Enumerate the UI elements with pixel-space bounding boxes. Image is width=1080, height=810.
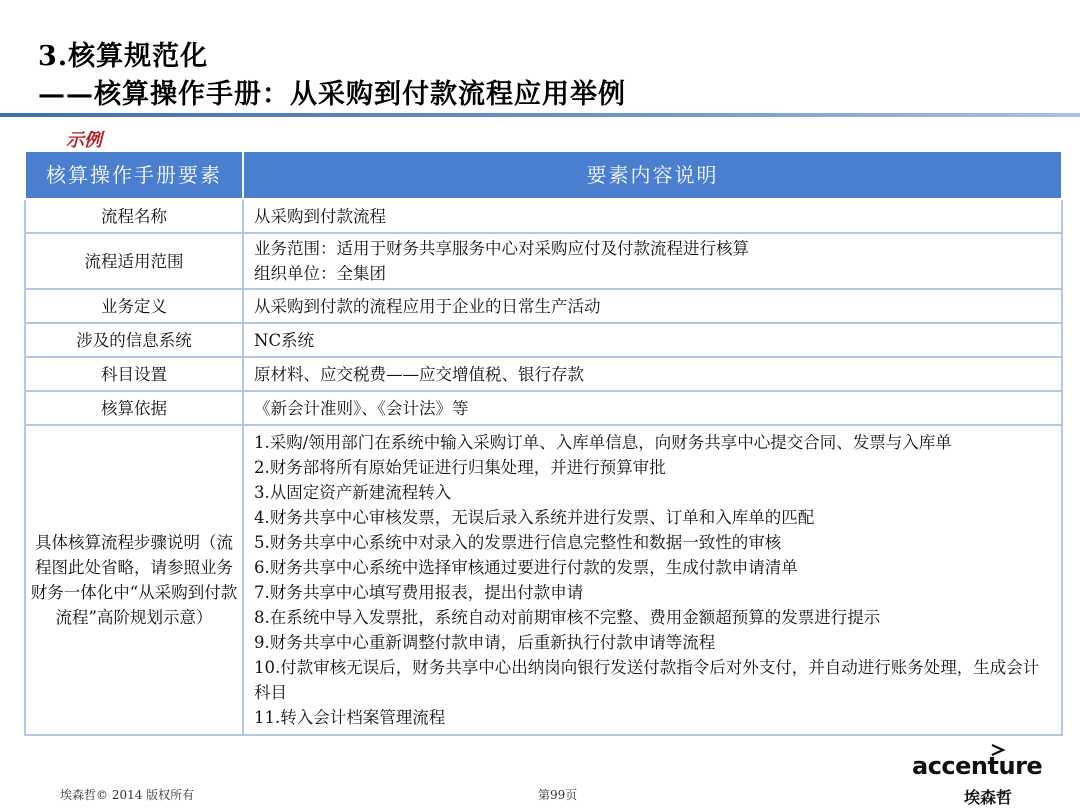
row-value: 从采购到付款流程 (243, 199, 1062, 233)
row-value: 从采购到付款的流程应用于企业的日常生产活动 (243, 289, 1062, 323)
table-row (25, 199, 1062, 233)
steps-key: 具体核算流程步骤说明（流程图此处省略，请参照业务财务一体化中“从采购到付款流程”高阶规划示意） (25, 425, 243, 735)
steps-list (243, 425, 1062, 735)
row-value: 原材料、应交税费——应交增值税、银行存款 (243, 357, 1062, 391)
page-title-line1: 3.核算规范化 (38, 41, 209, 72)
step-item: 9.财务共享中心重新调整付款申请，后重新执行付款申请等流程 (254, 633, 716, 652)
step-item: 4.财务共享中心审核发票，无误后录入系统并进行发票、订单和入库单的匹配 (254, 508, 815, 527)
step-item: 3.从固定资产新建流程转入 (254, 483, 452, 502)
table-header-row (25, 151, 1062, 199)
step-item: 8.在系统中导入发票批，系统自动对前期审核不完整、费用金额超预算的发票进行提示 (254, 608, 881, 627)
table-row-steps (25, 425, 1062, 735)
row-value-line: 组织单位：全集团 (254, 264, 386, 283)
step-item: 10.付款审核无误后，财务共享中心出纳岗向银行发送付款指令后对外支付，并自动进行账务处理，生成会计科目 (254, 658, 1040, 702)
row-value: 《新会计准则》、《会计法》等 (243, 391, 1062, 425)
step-item: 11.转入会计档案管理流程 (254, 708, 446, 727)
header-description: 要素内容说明 (243, 151, 1062, 199)
table-row (25, 357, 1062, 391)
step-item: 2.财务部将所有原始凭证进行归集处理，并进行预算审批 (254, 458, 666, 477)
row-key: 流程名称 (25, 199, 243, 233)
step-item: 6.财务共享中心系统中选择审核通过要进行付款的发票，生成付款申请清单 (254, 558, 798, 577)
table-row (25, 289, 1062, 323)
table-row (25, 233, 1062, 289)
header-element: 核算操作手册要素 (25, 151, 243, 199)
table-row (25, 323, 1062, 357)
title-divider (0, 113, 1080, 117)
table-row (25, 391, 1062, 425)
row-key: 科目设置 (25, 357, 243, 391)
step-item: 5.财务共享中心系统中对录入的发票进行信息完整性和数据一致性的审核 (254, 533, 782, 552)
step-item: 7.财务共享中心填写费用报表，提出付款申请 (254, 583, 584, 602)
row-value-line: 业务范围：适用于财务共享服务中心对采购应付及付款流程进行核算 (254, 239, 749, 258)
row-key: 业务定义 (25, 289, 243, 323)
logo-chinese: 埃森哲 (964, 788, 1013, 807)
step-item: 1.采购/领用部门在系统中输入采购订单、入库单信息，向财务共享中心提交合同、发票与入库单 (254, 433, 952, 452)
example-label: 示例 (66, 130, 102, 151)
accenture-logo (912, 744, 1052, 807)
row-value (243, 233, 1062, 289)
row-key: 核算依据 (25, 391, 243, 425)
logo-wordmark: accenture (912, 752, 1043, 780)
row-key: 流程适用范围 (25, 233, 243, 289)
accounting-manual-table (24, 150, 1063, 736)
page-title-line2: ——核算操作手册：从采购到付款流程应用举例 (38, 79, 626, 110)
row-key: 涉及的信息系统 (25, 323, 243, 357)
row-value: NC系统 (243, 323, 1062, 357)
footer-copyright: 埃森哲© 2014 版权所有 (60, 788, 195, 802)
footer-page-number: 第99页 (538, 788, 578, 802)
